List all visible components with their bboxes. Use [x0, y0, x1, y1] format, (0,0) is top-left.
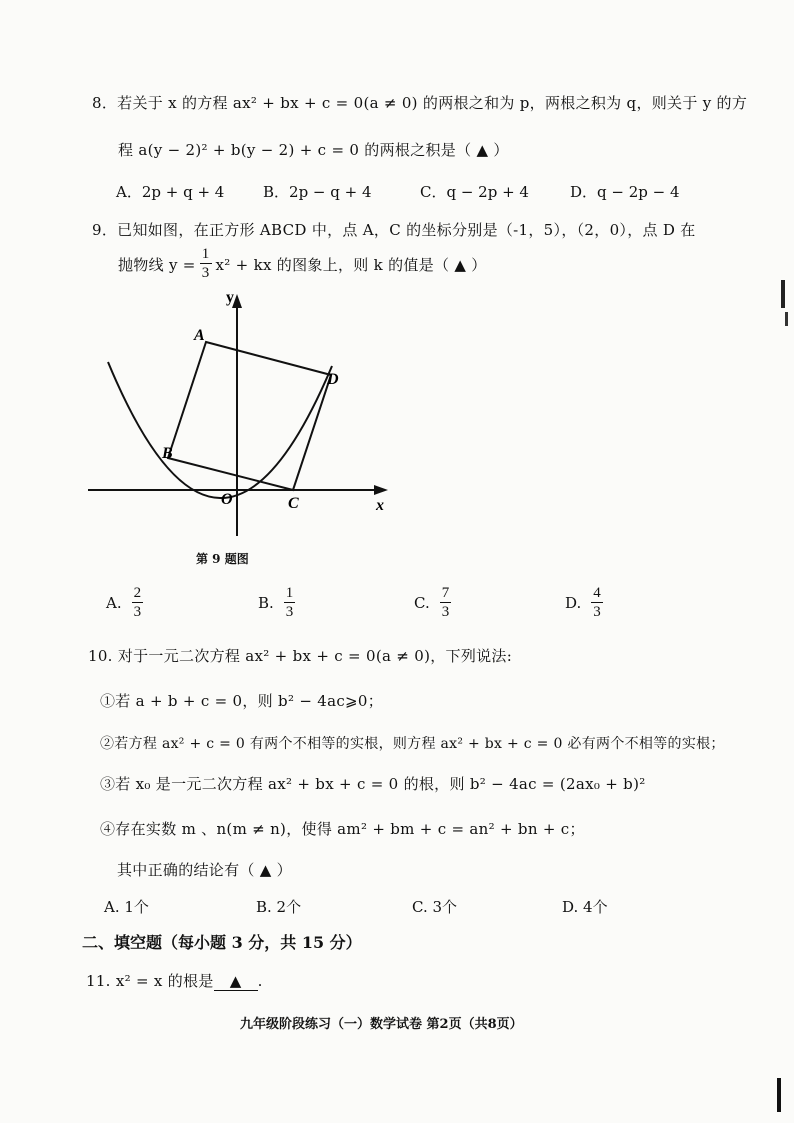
q9-figure-caption: 第 9 题图 — [196, 552, 249, 566]
label-origin: O — [221, 491, 233, 508]
q9-line2-suffix: x² + kx 的图象上，则 k 的值是（ ▲ ） — [215, 255, 487, 274]
parabola-curve — [108, 362, 332, 498]
q10-question: 其中正确的结论有（ ▲ ） — [117, 861, 292, 879]
q9-option-a-num: 2 — [133, 585, 142, 601]
q9-option-c-den: 3 — [441, 604, 450, 620]
q9-option-d-den: 3 — [593, 604, 601, 620]
q8-option-a: A．2p + q + 4 — [116, 183, 225, 201]
q9-figure — [80, 282, 400, 544]
square-abcd — [168, 342, 331, 490]
q8-option-b: B．2p − q + 4 — [263, 183, 372, 201]
q9-fraction-num: 1 — [201, 246, 210, 262]
q9-option-b-letter: B. — [258, 594, 274, 612]
q9-option-d — [565, 586, 603, 620]
q9-line2-prefix: 抛物线 y = — [118, 255, 196, 274]
q11-text: 11. x² = x 的根是 — [86, 972, 214, 990]
section-2-title: 二、填空题（每小题 3 分，共 15 分） — [82, 933, 362, 952]
q9-option-c-letter: C. — [414, 594, 430, 612]
q9-option-d-letter: D. — [565, 594, 582, 612]
q9-option-a-den: 3 — [133, 604, 142, 620]
label-x-axis: x — [376, 497, 384, 514]
q11-answer-blank: ▲ — [214, 972, 258, 991]
label-b: B — [162, 445, 173, 462]
label-d: D — [327, 371, 339, 388]
label-c: C — [288, 495, 299, 512]
q9-option-b-num: 1 — [285, 585, 294, 601]
scan-mark-3 — [777, 1078, 781, 1112]
q10-item-2: ②若方程 ax² + c = 0 有两个不相等的实根，则方程 ax² + bx + c = 0 必有两个不相等的实根； — [100, 736, 725, 752]
scan-mark-2 — [785, 312, 788, 326]
q9-line1: 9．已知如图，在正方形 ABCD 中，点 A，C 的坐标分别是（-1，5），（2，0），点 D 在 — [92, 221, 696, 239]
q8-option-c: C．q − 2p + 4 — [420, 183, 529, 201]
q10-option-b: B. 2个 — [256, 898, 302, 916]
q10-item-1: ①若 a + b + c = 0，则 b² − 4ac⩾0； — [100, 692, 384, 710]
q9-option-a-letter: A. — [106, 594, 122, 612]
x-axis-arrow — [374, 485, 388, 495]
q9-option-c — [414, 586, 451, 620]
q10-item-3: ③若 x₀ 是一元二次方程 ax² + bx + c = 0 的根，则 b² − 4ac = (2ax₀ + b)² — [100, 775, 646, 793]
q9-option-a — [106, 586, 143, 620]
q9-option-c-num: 7 — [441, 585, 450, 601]
q8-option-d: D．q − 2p − 4 — [570, 183, 680, 201]
q10-option-d: D. 4个 — [562, 898, 608, 916]
q9-option-b-den: 3 — [285, 604, 294, 620]
q9-fraction-den: 3 — [201, 265, 210, 281]
q9-option-d-num: 4 — [593, 585, 601, 601]
q9-option-b — [258, 586, 295, 620]
q10-item-4: ④存在实数 m 、n(m ≠ n)，使得 am² + bm + c = an² + bn + c； — [100, 820, 585, 838]
q11-period: . — [257, 972, 263, 990]
q8-line2: 程 a(y − 2)² + b(y − 2) + c = 0 的两根之积是（ ▲ ） — [118, 141, 509, 159]
page-footer: 九年级阶段练习（一）数学试卷 第2页（共8页） — [240, 1017, 523, 1032]
q10-option-c: C. 3个 — [412, 898, 458, 916]
q8-line1: 8．若关于 x 的方程 ax² + bx + c = 0(a ≠ 0) 的两根之和为 p，两根之积为 q，则关于 y 的方 — [92, 94, 748, 112]
q9-line2 — [118, 247, 487, 281]
q11 — [86, 970, 263, 991]
scan-mark-1 — [781, 280, 785, 308]
q9-fraction — [200, 247, 212, 281]
q10-option-a: A. 1个 — [104, 898, 149, 916]
label-a: A — [194, 327, 205, 344]
q10-intro: 10. 对于一元二次方程 ax² + bx + c = 0(a ≠ 0)，下列说法: — [88, 647, 513, 665]
label-y-axis: y — [226, 289, 234, 306]
